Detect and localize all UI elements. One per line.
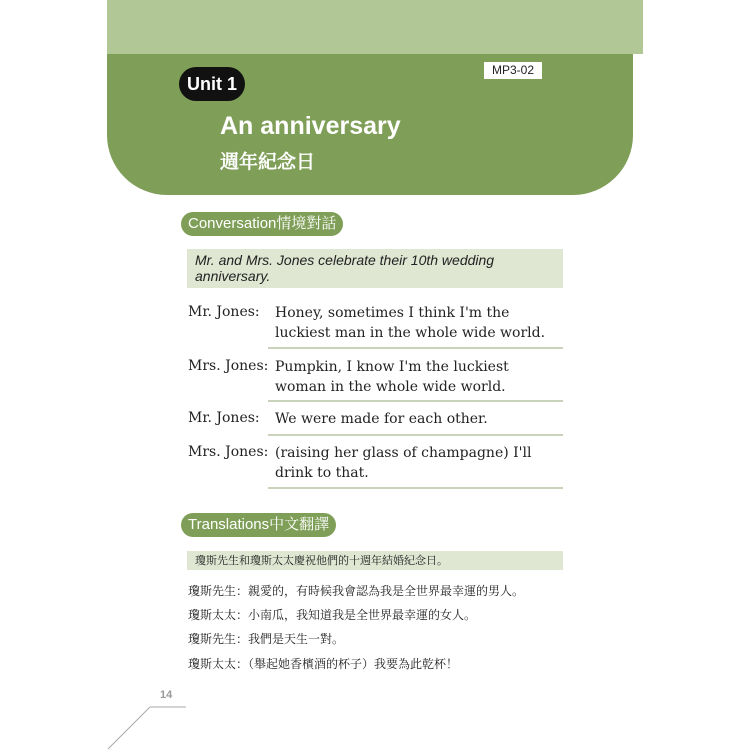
translation-scenario: 瓊斯先生和瓊斯太太慶祝他們的十週年結婚紀念日。 [187, 551, 563, 570]
dialogue-speaker: Mr. Jones: [188, 410, 260, 426]
dialogue-divider [268, 487, 563, 489]
dialogue-divider [268, 434, 563, 436]
dialogue-speaker: Mrs. Jones: [188, 358, 269, 374]
dialogue-line: Pumpkin, I know I'm the luckiest woman in the whole wide world. [275, 359, 509, 395]
translation-line: 瓊斯太太：小南瓜，我知道我是全世界最幸運的女人。 [188, 608, 477, 622]
translations-heading: Translations中文翻譯 [181, 513, 336, 537]
top-color-band [107, 0, 643, 54]
translation-line: 瓊斯太太：（舉起她香檳酒的杯子）我要為此乾杯！ [188, 657, 459, 671]
unit-subtitle: 週年紀念日 [220, 151, 316, 173]
unit-title: An anniversary [220, 112, 401, 140]
unit-badge: Unit 1 [179, 67, 245, 101]
dialogue-line: Honey, sometimes I think I'm the luckiest man in the whole wide world. [275, 305, 546, 341]
dialogue-divider [268, 347, 563, 349]
translation-line: 瓊斯先生：我們是天生一對。 [188, 632, 345, 646]
audio-track-tag: MP3-02 [484, 62, 542, 79]
unit-header [107, 54, 633, 195]
dialogue-speaker: Mr. Jones: [188, 304, 260, 320]
translation-line: 瓊斯先生：親愛的，有時候我會認為我是全世界最幸運的男人。 [188, 584, 525, 598]
dialogue-speaker: Mrs. Jones: [188, 444, 269, 460]
conversation-scenario: Mr. and Mrs. Jones celebrate their 10th wedding anniversary. [187, 249, 563, 288]
conversation-heading: Conversation情境對話 [181, 212, 343, 236]
dialogue-line: (raising her glass of champagne) I'll drink to that. [275, 445, 532, 481]
page-number: 14 [160, 689, 173, 701]
page-corner-decoration [100, 700, 190, 750]
dialogue-line: We were made for each other. [275, 411, 488, 427]
dialogue-divider [268, 400, 563, 402]
